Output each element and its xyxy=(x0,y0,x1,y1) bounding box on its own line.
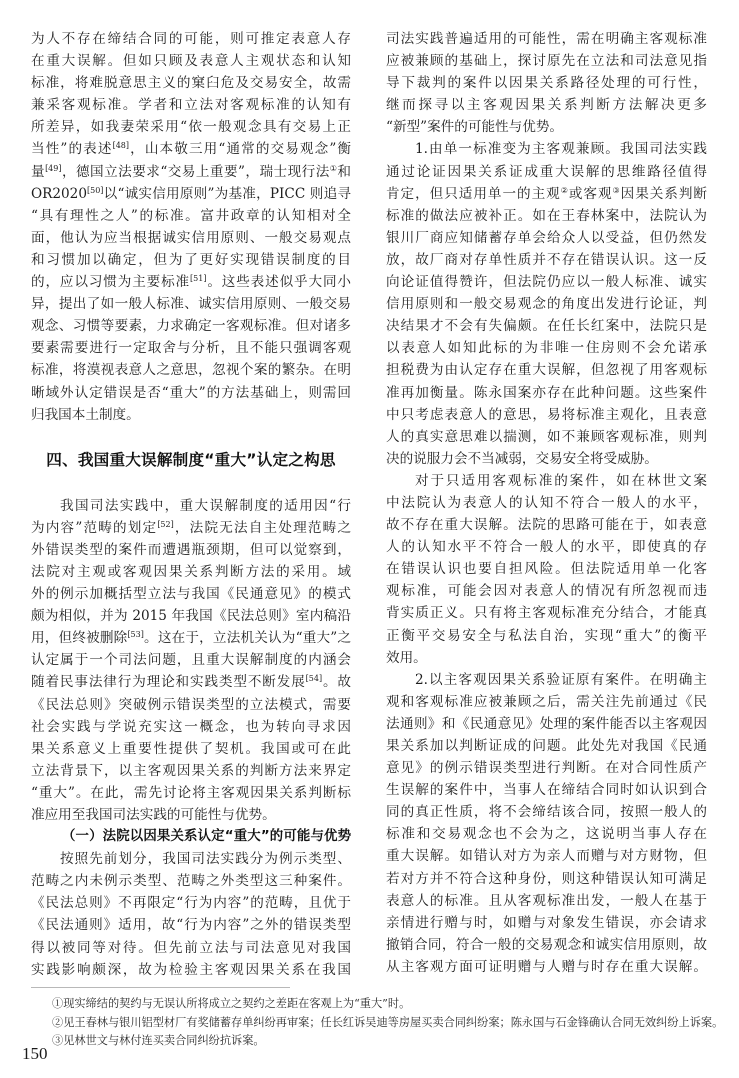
text-line: 归我国本土制度。 xyxy=(31,406,140,423)
text-segment: 当性”的表述 xyxy=(31,141,113,158)
paragraph xyxy=(31,848,351,981)
text-line: 担税费为由认定存在重大误解，但忽视了用客观标 xyxy=(386,362,707,379)
text-line: 所差异，如我妻荣采用“依一般观念具有交易上正 xyxy=(31,119,351,136)
text-line: 兼采客观标准。学者和立法对客观标准的认知有 xyxy=(31,97,351,114)
text-line xyxy=(31,138,351,160)
text-line: “重大”。在此，需先讨论将主客观因果关系判断标 xyxy=(31,784,351,801)
text-line: 观和客观标准应被兼顾之后，需关注先前通过《民 xyxy=(386,693,707,710)
text-segment: 的，应以习惯为主要标准 xyxy=(31,274,191,291)
paragraph xyxy=(31,495,351,826)
text-line: 要素需要进行一定取舍与分析，且不能只强调客观 xyxy=(31,340,351,357)
text-line: 从主客观方面可证明赠与人赠与时存在重大误解。 xyxy=(386,958,707,975)
text-line: 重大误解。如错认对方为亲人而赠与对方财物，但 xyxy=(386,848,707,865)
text-line: 导下裁判的案件以因果关系路径处理的可行性， xyxy=(386,75,707,92)
footnote-mark: ③ xyxy=(52,1034,64,1047)
text-line: 法院对主观或客观因果关系判断方法的采用。域 xyxy=(31,563,351,580)
text-line: 司法实践普遍适用的可能性，需在明确主客观标准 xyxy=(386,31,707,47)
subsection-heading: （一）法院以因果关系认定“重大”的可能与优势 xyxy=(62,829,351,845)
citation-ref: [49] xyxy=(45,163,62,173)
text-line: 社会实践与学说充实这一概念，也为转向寻求因 xyxy=(31,718,351,735)
text-line: 异，提出了如一般人标准、诚实信用原则、一般交易 xyxy=(31,296,351,313)
text-line: “具有理性之人”的标准。富井政章的认知相对全 xyxy=(31,207,351,224)
text-line: 在错误认识也要自担风险。但法院适用单一化客 xyxy=(386,561,707,578)
text-segment: 。这些表述似乎大同小 xyxy=(206,274,352,291)
citation-ref: [54] xyxy=(305,674,323,684)
text-line: 1.由单一标准变为主客观兼顾。我国司法实践 xyxy=(415,141,707,158)
text-line: 外的例示加概括型立法与我国《民通意见》的模式 xyxy=(31,586,351,603)
text-line: 标准的做法应被补正。如在王春林案中，法院认为 xyxy=(386,207,707,224)
text-line: 若对方并不符合这种身份，则这种错误认知可满足 xyxy=(386,870,707,887)
text-line xyxy=(31,517,351,539)
text-line: 继而探寻以主客观因果关系判断方法解决更多 xyxy=(386,97,707,114)
text-line xyxy=(31,183,351,205)
text-line xyxy=(31,271,351,293)
text-segment: ，德国立法要求“交易上重要”，瑞士现行法 xyxy=(61,163,330,180)
text-line: 同的真正性质，将不会缔结该合同，按照一般人的 xyxy=(386,804,707,821)
paragraph xyxy=(386,669,707,978)
text-line: 晰域外认定错误是否“重大”的方法基础上，则需回 xyxy=(31,384,351,401)
text-line: 决结果才不会有失偏颇。在任长红案中，法院只是 xyxy=(386,318,707,335)
text-line: 范畴之内未例示类型、范畴之外类型这三种案件。 xyxy=(31,873,351,890)
text-line: 立法背景下，以主客观因果关系的判断方法来界定 xyxy=(31,762,351,779)
text-line: 标准和交易观念也不会为之，这说明当事人存在 xyxy=(386,826,707,843)
text-line xyxy=(31,161,351,183)
text-line: 果关系加以判断证成的问题。此处先对我国《民通 xyxy=(386,738,707,754)
text-line: 标准，将漠视表意人之意思，忽视个案的繁杂。在明 xyxy=(31,362,351,379)
text-segment: 量 xyxy=(31,163,46,180)
citation-ref: [50] xyxy=(86,185,104,195)
text-line: 观念、习惯等要素，力求确定一客观标准。但对诸多 xyxy=(31,318,351,335)
text-segment: ，山本敬三用“通常的交易观念”衡 xyxy=(129,141,351,158)
text-line: 在重大误解。但如只顾及表意人主观状态和认知 xyxy=(31,53,351,70)
text-segment: 和 xyxy=(337,163,352,180)
text-line: 得以被同等对待。但先前立法与司法意见对我国 xyxy=(31,939,351,956)
footnote-ref: ③ xyxy=(612,185,621,195)
text-segment: 。故 xyxy=(322,674,352,691)
footnote xyxy=(52,1032,722,1051)
text-line: 中法院认为表意人的认知不符合一般人的水平， xyxy=(386,494,707,511)
text-line: “新型”案件的可能性与优势。 xyxy=(386,119,564,136)
text-line xyxy=(386,183,707,205)
footnote-text: 见林世文与林付连买卖合同纠纷抗诉案。 xyxy=(63,1034,265,1047)
text-segment: 为内容”范畴的划定 xyxy=(31,519,158,536)
text-line xyxy=(31,627,351,649)
text-line: 亲情进行赠与时，如赠与对象发生错误，亦会请求 xyxy=(386,914,707,931)
text-line: 实践影响颇深，故为检验主客观因果关系在我国 xyxy=(31,961,351,978)
text-line: 背实质正义。只有将主客观标准充分结合，才能真 xyxy=(386,605,707,622)
text-line: 银川厂商应知储蓄存单会给众人以受益，但仍然发 xyxy=(386,229,707,246)
text-line: 人的认知水平不符合一般人的水平，即使真的存 xyxy=(386,539,707,556)
text-line: 法通则》和《民通意见》处理的案件能否以主客观因 xyxy=(386,715,707,732)
footnote-separator xyxy=(31,987,290,988)
text-line: 《民法通则》适用，故“行为内容”之外的错误类型 xyxy=(31,917,351,934)
text-line: 效用。 xyxy=(386,649,427,666)
text-line: 《民法总则》突破例示错误类型的立法模式，需要 xyxy=(31,696,351,713)
footnote xyxy=(52,995,722,1014)
text-segment: 随着民事法律行为理论和实践类型不断发展 xyxy=(31,674,306,691)
text-line: 通过论证因果关系证成重大误解的思维路径值得 xyxy=(386,163,707,180)
paragraph xyxy=(31,28,351,426)
footnote xyxy=(52,1014,722,1033)
text-line: 我国司法实践中，重大误解制度的适用因“行 xyxy=(60,497,351,514)
text-line: 意见》的例示错误类型进行判断。在对合同性质产 xyxy=(386,760,707,777)
text-line: 表意人的标准。且从客观标准出发，一般人在基于 xyxy=(386,892,707,909)
text-line: 观标准，可能会因对表意人的情况有所忽视而违 xyxy=(386,583,707,600)
text-line: 和习惯加以确定，但为了更好实现错误制度的目 xyxy=(31,251,351,268)
text-line: 中只考虑表意人的意思，易将标准主观化，且表意 xyxy=(386,406,707,423)
footnote-text: 现实缔结的契约与无误认所将成立之契约之差距在客观上为“重大”时。 xyxy=(63,997,411,1010)
paragraph xyxy=(386,28,707,138)
section-heading: 四、我国重大误解制度“重大”认定之构思 xyxy=(46,450,336,469)
right-column xyxy=(386,28,707,978)
left-column xyxy=(31,28,351,981)
text-line: 准再加衡量。陈永国案亦存在此种问题。这些案件 xyxy=(386,384,707,401)
text-segment: 或客观 xyxy=(568,185,613,202)
citation-ref: [53] xyxy=(127,630,144,640)
text-line: 故不存在重大误解。法院的思路可能在于，如表意 xyxy=(386,517,707,534)
paragraph xyxy=(386,138,707,469)
text-line: 正衡平交易安全与私法自治，实现“重大”的衡平 xyxy=(386,627,707,644)
text-segment: ，法院无法自主处理范畴之 xyxy=(173,519,352,536)
text-line: 对于只适用客观标准的案件，如在林世文案 xyxy=(415,472,707,489)
text-segment: 。这在于，立法机关认为“重大”之 xyxy=(143,630,351,647)
text-line: 放，故厂商对存单性质并不存在错误认识。这一反 xyxy=(386,251,707,268)
text-line: 果关系意义上重要性提供了契机。我国或可在此 xyxy=(31,740,351,757)
text-line: 准应用至我国司法实践的可能性与优势。 xyxy=(31,807,276,823)
text-line: 外错误类型的案件而遭遇瓶颈期，但可以觉察到， xyxy=(31,541,351,558)
text-line: 向论证值得赞许，但法院仍应以一般人标准、诚实 xyxy=(386,274,707,291)
footnote-mark: ① xyxy=(52,997,64,1010)
text-line: 撤销合同，符合一般的交易观念和诚实信用原则，故 xyxy=(386,936,707,953)
text-line: 2.以主客观因果关系验证原有案件。在明确主 xyxy=(415,671,707,688)
text-line: 面，他认为应当根据诚实信用原则、一般交易观点 xyxy=(31,229,351,246)
text-line: 为人不存在缔结合同的可能，则可推定表意人存 xyxy=(31,31,351,47)
text-line: 信用原则和一般交易观念的角度出发进行论证，判 xyxy=(386,296,707,313)
text-segment: 以“诚实信用原则”为基准，PICC 则追寻 xyxy=(103,185,351,202)
text-line: 人的真实意思难以揣测，如不兼顾客观标准，则判 xyxy=(386,428,707,445)
footnote-text: 见王春林与银川铝型材厂有奖储蓄存单纠纷再审案；任长红诉吴迪等房屋买卖合同纠纷案；陈永国与石金锋确认合同无效纠纷上诉案。 xyxy=(63,1015,724,1029)
text-line: 应被兼顾的基础上，探讨原先在立法和司法意见指 xyxy=(386,53,707,70)
text-line: 生误解的案件中，当事人在缔结合同时如认识到合 xyxy=(386,782,707,799)
text-line: 《民法总则》不再限定“行为内容”的范畴，且优于 xyxy=(31,895,351,912)
text-line: 决的说服力会不当减弱，交易安全将受威胁。 xyxy=(386,450,658,467)
text-segment: OR2020 xyxy=(31,185,87,202)
citation-ref: [51] xyxy=(190,274,207,284)
text-line: 按照先前划分，我国司法实践分为例示类型、 xyxy=(60,851,351,868)
citation-ref: [52] xyxy=(157,519,174,529)
footnote-ref: ① xyxy=(329,163,338,173)
page-number: 150 xyxy=(22,1044,48,1063)
text-segment: 肯定，但只适用单一的主观 xyxy=(386,185,561,202)
text-line: 认定属于一个司法问题，且重大误解制度的内涵会 xyxy=(31,652,351,669)
text-line xyxy=(31,671,351,693)
text-line: 以表意人如知此标的为非唯一住房则不会允诺承 xyxy=(386,340,707,357)
text-line: 颇为相似，并为 2015 年我国《民法总则》室内稿沿 xyxy=(31,608,351,625)
footnote-ref: ② xyxy=(560,185,569,195)
citation-ref: [48] xyxy=(112,141,130,151)
footnote-mark: ② xyxy=(52,1015,64,1029)
footnotes xyxy=(52,995,722,1051)
text-line: 标准，将难脱意思主义的窠臼危及交易安全，故需 xyxy=(31,75,351,92)
paragraph xyxy=(386,470,707,669)
text-segment: 因果关系判断 xyxy=(620,185,708,202)
text-segment: 用，但终被删除 xyxy=(31,630,128,647)
